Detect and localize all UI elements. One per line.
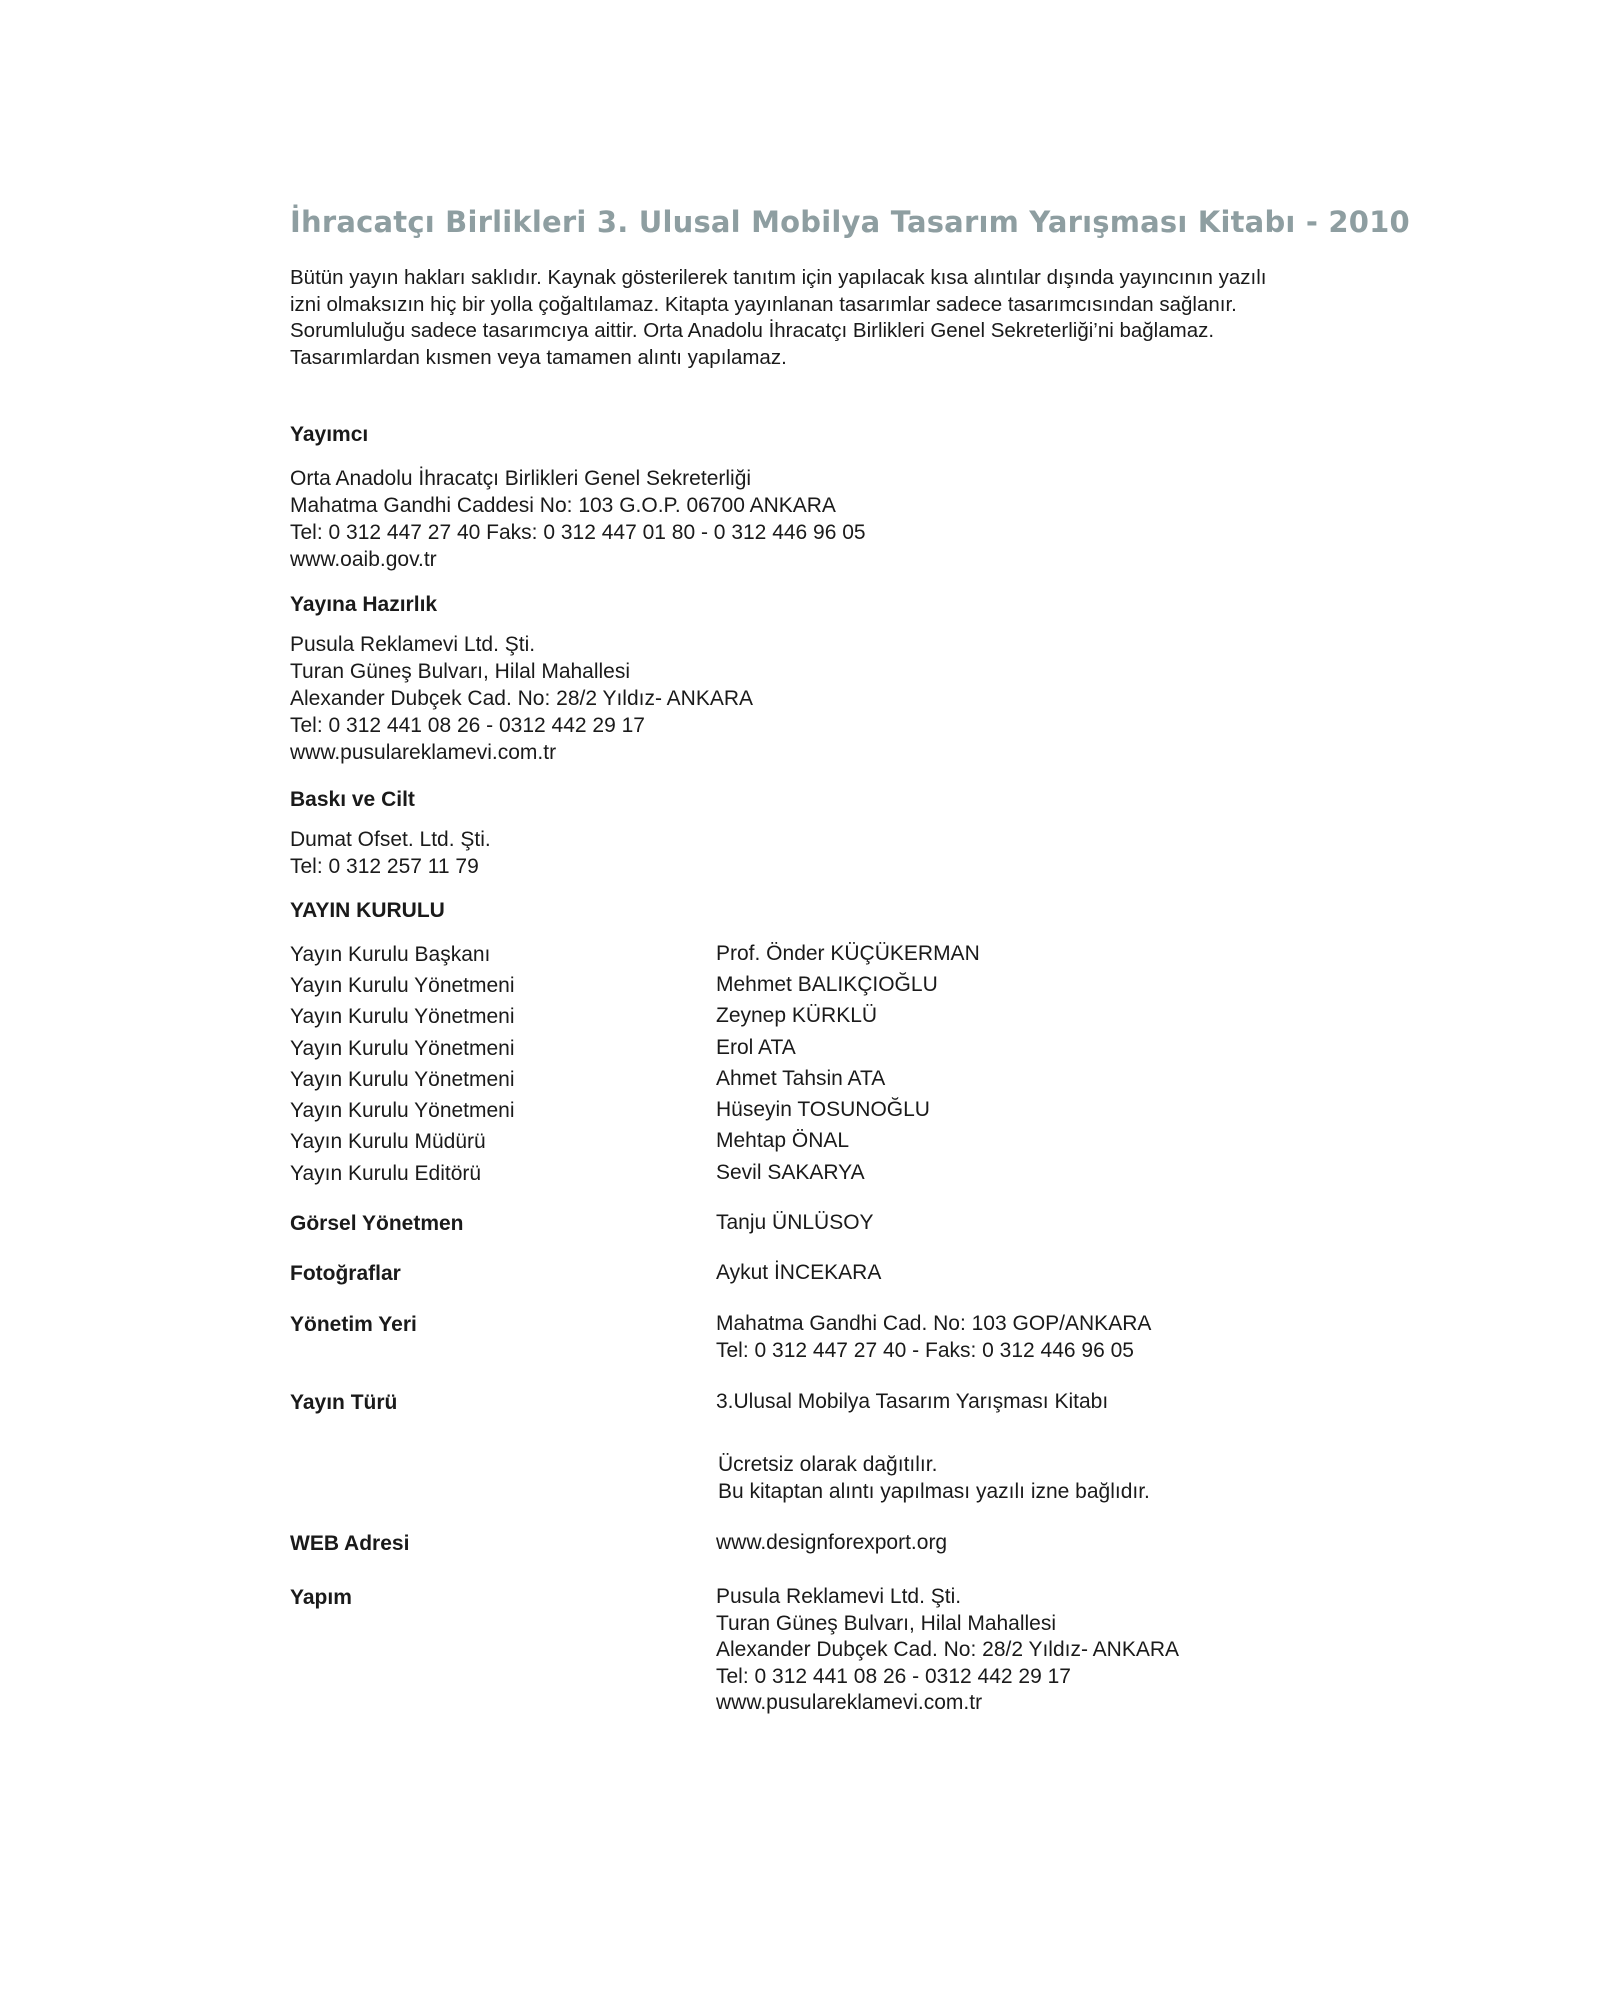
prep-section xyxy=(290,591,1330,766)
distribution-line: Bu kitaptan alıntı yapılması yazılı izne bağlıdır. xyxy=(718,1479,1150,1503)
board-section xyxy=(290,897,1330,925)
management-row xyxy=(290,1311,1330,1362)
publisher-website: www.oaib.gov.tr xyxy=(290,548,437,571)
production-phone: Tel: 0 312 441 08 26 - 0312 442 29 17 xyxy=(716,1664,1071,1688)
management-value xyxy=(716,1311,1151,1364)
board-member: Hüseyin TOSUNOĞLU xyxy=(716,1098,930,1121)
board-role: Yayın Kurulu Müdürü xyxy=(290,1130,486,1153)
board-role: Yayın Kurulu Yönetmeni xyxy=(290,1068,515,1091)
pub-type-label: Yayın Türü xyxy=(290,1391,398,1414)
production-label: Yapım xyxy=(290,1586,352,1609)
photos-value: Aykut İNCEKARA xyxy=(716,1261,882,1284)
publisher-heading: Yayımcı xyxy=(290,423,369,446)
board-role: Yayın Kurulu Yönetmeni xyxy=(290,1099,515,1122)
copyright-line: Bütün yayın hakları saklıdır. Kaynak gösterilerek tanıtım için yapılacak kısa alıntılar dışında yayıncının yazılı xyxy=(290,266,1267,289)
web-value: www.designforexport.org xyxy=(716,1531,948,1554)
management-phone: Tel: 0 312 447 27 40 - Faks: 0 312 446 96 05 xyxy=(716,1338,1134,1362)
prep-heading: Yayına Hazırlık xyxy=(290,593,438,616)
visual-director-label: Görsel Yönetmen xyxy=(290,1212,464,1235)
prep-address-line: Alexander Dubçek Cad. No: 28/2 Yıldız- ANKARA xyxy=(290,687,754,710)
photos-row xyxy=(290,1260,1330,1288)
production-value xyxy=(716,1584,1179,1717)
board-role: Yayın Kurulu Editörü xyxy=(290,1162,482,1185)
web-label: WEB Adresi xyxy=(290,1532,410,1555)
publisher-details xyxy=(290,465,1330,573)
board-role: Yayın Kurulu Yönetmeni xyxy=(290,974,515,997)
print-section xyxy=(290,786,1330,880)
board-member: Sevil SAKARYA xyxy=(716,1161,865,1184)
board-row xyxy=(290,1097,1330,1125)
print-details xyxy=(290,826,1330,880)
print-phone: Tel: 0 312 257 11 79 xyxy=(290,855,479,878)
pub-type-value: 3.Ulusal Mobilya Tasarım Yarışması Kitabı xyxy=(716,1390,1109,1413)
publisher-address: Mahatma Gandhi Caddesi No: 103 G.O.P. 06700 ANKARA xyxy=(290,494,836,517)
copyright-line: izni olmaksızın hiç bir yolla çoğaltılamaz. Kitapta yayınlanan tasarımlar sadece tasarımcısından sağlanır. xyxy=(290,292,1237,316)
publisher-name: Orta Anadolu İhracatçı Birlikleri Genel Sekreterliği xyxy=(290,467,752,490)
prep-phone: Tel: 0 312 441 08 26 - 0312 442 29 17 xyxy=(290,714,645,737)
board-heading: YAYIN KURULU xyxy=(290,899,445,922)
pub-type-row xyxy=(290,1389,1330,1417)
prep-address-line: Turan Güneş Bulvarı, Hilal Mahallesi xyxy=(290,660,631,683)
board-row xyxy=(290,941,1330,969)
print-heading: Baskı ve Cilt xyxy=(290,788,415,811)
visual-director-row xyxy=(290,1210,1330,1238)
photos-label: Fotoğraflar xyxy=(290,1262,401,1285)
board-row xyxy=(290,1160,1330,1188)
web-row xyxy=(290,1530,1330,1558)
board-role: Yayın Kurulu Yönetmeni xyxy=(290,1005,515,1028)
board-row xyxy=(290,1003,1330,1031)
management-address: Mahatma Gandhi Cad. No: 103 GOP/ANKARA xyxy=(716,1312,1152,1335)
publisher-phone: Tel: 0 312 447 27 40 Faks: 0 312 447 01 80 - 0 312 446 96 05 xyxy=(290,521,866,544)
board-row xyxy=(290,1066,1330,1094)
production-address-line: Turan Güneş Bulvarı, Hilal Mahallesi xyxy=(716,1611,1057,1635)
board-member: Erol ATA xyxy=(716,1036,796,1059)
management-label: Yönetim Yeri xyxy=(290,1313,417,1336)
visual-director-value: Tanju ÜNLÜSOY xyxy=(716,1211,874,1234)
print-company: Dumat Ofset. Ltd. Şti. xyxy=(290,828,491,851)
board-member: Ahmet Tahsin ATA xyxy=(716,1067,886,1090)
board-role: Yayın Kurulu Başkanı xyxy=(290,943,491,966)
board-member: Zeynep KÜRKLÜ xyxy=(716,1004,878,1027)
publisher-section xyxy=(290,421,1330,573)
distribution-note-row xyxy=(290,1452,1330,1503)
copyright-line: Sorumluluğu sadece tasarımcıya aittir. Orta Anadolu İhracatçı Birlikleri Genel Sekreterliği’ni bağlamaz. xyxy=(290,319,1215,342)
prep-website: www.pusulareklamevi.com.tr xyxy=(290,741,557,764)
board-member: Mehtap ÖNAL xyxy=(716,1129,850,1152)
prep-company: Pusula Reklamevi Ltd. Şti. xyxy=(290,633,536,656)
prep-details xyxy=(290,631,1330,766)
copyright-notice xyxy=(290,265,1330,371)
distribution-line: Ücretsiz olarak dağıtılır. xyxy=(718,1453,938,1476)
production-website: www.pusulareklamevi.com.tr xyxy=(716,1691,983,1714)
board-role: Yayın Kurulu Yönetmeni xyxy=(290,1037,515,1060)
book-title: İhracatçı Birlikleri 3. Ulusal Mobilya Tasarım Yarışması Kitabı - 2010 xyxy=(290,205,1410,239)
production-row xyxy=(290,1584,1330,1714)
production-company: Pusula Reklamevi Ltd. Şti. xyxy=(716,1585,962,1608)
colophon-page xyxy=(290,205,1410,1714)
board-member: Prof. Önder KÜÇÜKERMAN xyxy=(716,942,980,965)
production-address-line: Alexander Dubçek Cad. No: 28/2 Yıldız- ANKARA xyxy=(716,1638,1180,1661)
distribution-note xyxy=(718,1452,1150,1505)
board-row xyxy=(290,1035,1330,1063)
copyright-line: Tasarımlardan kısmen veya tamamen alıntı yapılamaz. xyxy=(290,345,787,369)
board-member: Mehmet BALIKÇIOĞLU xyxy=(716,973,938,996)
board-row xyxy=(290,972,1330,1000)
board-row xyxy=(290,1128,1330,1156)
